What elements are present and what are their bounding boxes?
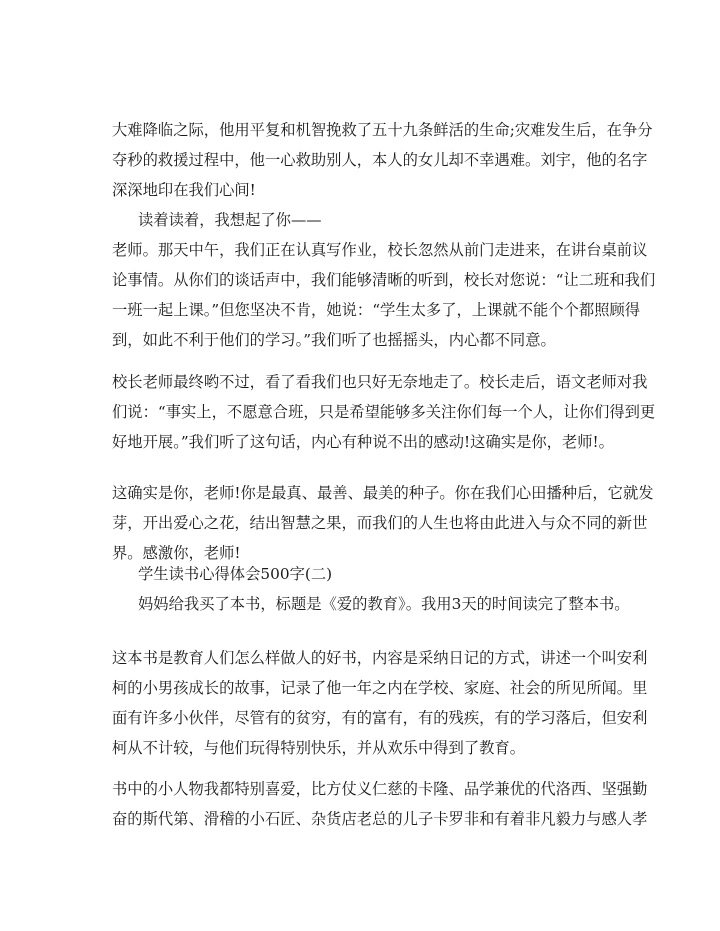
text-line: 读着读着，我想起了你—— <box>138 211 322 229</box>
text-line: 夺秒的救援过程中，他一心救助别人，本人的女儿却不幸遇难。刘宇，他的名字 <box>112 151 648 169</box>
text-line: 好地开展。”我们听了这句话，内心有种说不出的感动!这确实是你，老师!。 <box>112 433 614 451</box>
paragraph-teacher-story <box>112 235 656 355</box>
paragraph-reading-memory <box>112 205 612 235</box>
text-line: 老师。那天中午，我们正在认真写作业，校长忽然从前门走进来，在讲台桌前议 <box>112 241 648 259</box>
text-line: 柯的小男孩成长的故事，记录了他一年之内在学校、家庭、社会的所见所闻。里 <box>112 679 648 697</box>
text-line: 论事情。从你们的谈话声中，我们能够清晰的听到，校长对您说：“让二班和我们 <box>112 271 656 289</box>
text-line: 深深地印在我们心间! <box>112 181 256 199</box>
text-line: 书中的小人物我都特别喜爱，比方仗义仁慈的卡隆、品学兼优的代洛西、坚强勤 <box>112 780 648 798</box>
text-line: 面有许多小伙伴，尽管有的贫穷，有的富有，有的残疾，有的学习落后，但安利 <box>112 709 648 727</box>
text-line: 们说：“事实上，不愿意合班，只是希望能够多关注你们每一个人，让你们得到更 <box>112 403 656 421</box>
text-line: 这本书是教育人们怎么样做人的好书，内容是采纳日记的方式，讲述一个叫安利 <box>112 649 648 667</box>
paragraph-teacher-seed <box>112 478 654 568</box>
paragraph-book-summary <box>112 643 648 763</box>
paragraph-rescue-story <box>112 115 653 205</box>
section-heading: 学生读书心得体会500字(二) <box>138 565 333 583</box>
paragraph-book-intro <box>112 589 630 619</box>
text-line: 界。感激你，老师! <box>112 544 241 562</box>
text-line: 妈妈给我买了本书，标题是《爱的教育》。我用3天的时间读完了整本书。 <box>138 595 630 613</box>
text-line: 一班一起上课。”但您坚决不肯，她说：“学生太多了，上课就不能个个都照顾得 <box>112 301 641 319</box>
text-line: 奋的斯代第、滑稽的小石匠、杂货店老总的儿子卡罗非和有着非凡毅力与感人孝 <box>112 810 648 828</box>
text-line: 柯从不计较，与他们玩得特别快乐，并从欢乐中得到了教育。 <box>112 739 526 757</box>
text-line: 校长老师最终哟不过，看了看我们也只好无奈地走了。校长走后，语文老师对我 <box>112 373 648 391</box>
paragraph-characters <box>112 774 648 834</box>
text-line: 这确实是你，老师!你是最真、最善、最美的种子。你在我们心田播种后，它就发 <box>112 484 654 502</box>
text-line: 大难降临之际，他用平复和机智挽救了五十九条鲜活的生命;灾难发生后，在争分 <box>112 121 653 139</box>
text-line: 到，如此不利于他们的学习。”我们听了也摇摇头，内心都不同意。 <box>112 331 556 349</box>
text-line: 芽，开出爱心之花，结出智慧之果，而我们的人生也将由此进入与众不同的新世 <box>112 514 648 532</box>
paragraph-principal-leaves <box>112 367 656 457</box>
